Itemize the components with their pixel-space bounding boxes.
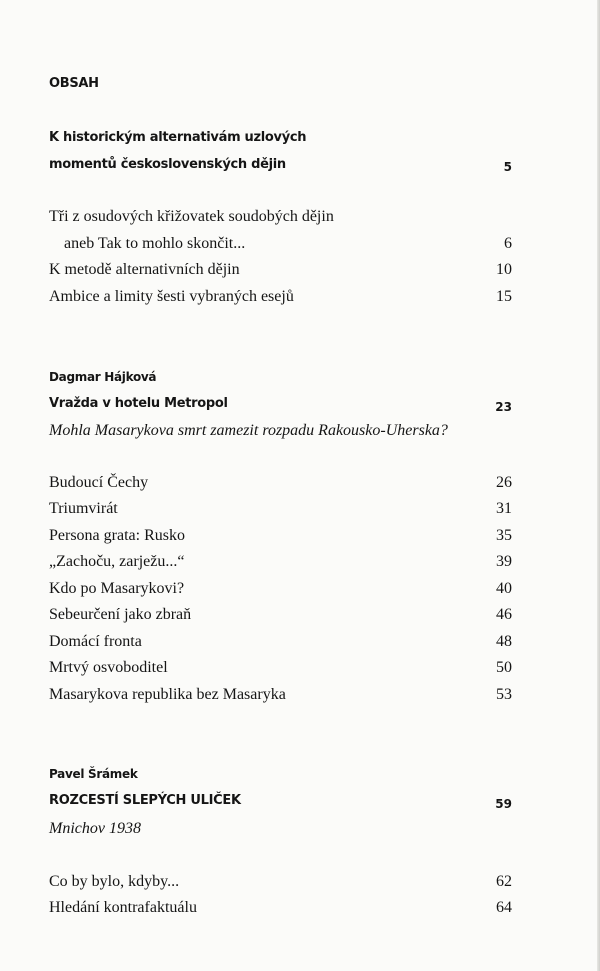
toc-entry-label: Persona grata: Rusko [49,527,185,544]
toc-entry-label: Masarykova republika bez Masaryka [49,686,286,703]
toc-entry-label: Ambice a limity šesti vybraných esejů [49,288,294,305]
toc-entry-page: 26 [496,474,512,491]
toc-entry-label: Domácí fronta [49,633,142,650]
toc-entry-label: Triumvirát [49,500,118,517]
section-subtitle: Mohla Masarykova smrt zamezit rozpadu Rakousko-Uherska? [49,422,448,439]
section-author: Dagmar Hájková [49,370,157,384]
toc-entry-label: Sebeurčení jako zbraň [49,606,192,623]
toc-entry-page: 48 [496,633,512,650]
toc-entry-page: 40 [496,580,512,597]
toc-entry-page: 53 [496,686,512,703]
toc-entry-label: Mrtvý osvoboditel [49,659,168,676]
section-title: Vražda v hotelu Metropol [49,396,228,411]
toc-entry-label: K metodě alternativních dějin [49,261,240,278]
toc-entry-page: 31 [496,500,512,517]
toc-heading: OBSAH [49,76,99,91]
toc-entry-page: 50 [496,659,512,676]
toc-entry-page: 64 [496,899,512,916]
section-subtitle: Mnichov 1938 [49,820,141,837]
section-page-number: 23 [495,400,512,414]
toc-entry-label: Kdo po Masarykovi? [49,580,185,597]
toc-entry-label: Hledání kontrafaktuálu [49,899,197,916]
intro-title-line1: K historickým alternativám uzlových [49,130,307,145]
toc-entry-page: 46 [496,606,512,623]
toc-entry-page: 39 [496,553,512,570]
toc-entry-page: 10 [496,261,512,278]
toc-entry-page: 35 [496,527,512,544]
toc-entry-page: 6 [504,235,512,252]
intro-title-line2: momentů československých dějin [49,157,286,172]
toc-entry-label: Tři z osudových křižovatek soudobých dějin [49,208,334,225]
toc-entry-label-continued: aneb Tak to mohlo skončit... [64,235,246,252]
section-author: Pavel Šrámek [49,767,138,781]
intro-page-number: 5 [503,160,512,174]
toc-entry-page: 15 [496,288,512,305]
toc-entry-label: Budoucí Čechy [49,474,149,491]
toc-entry-page: 62 [496,873,512,890]
section-page-number: 59 [495,797,512,811]
toc-entry-label: „Zachoču, zarježu...“ [49,553,185,570]
section-title: ROZCESTÍ SLEPÝCH ULIČEK [49,793,241,808]
toc-entry-label: Co by bylo, kdyby... [49,873,180,890]
